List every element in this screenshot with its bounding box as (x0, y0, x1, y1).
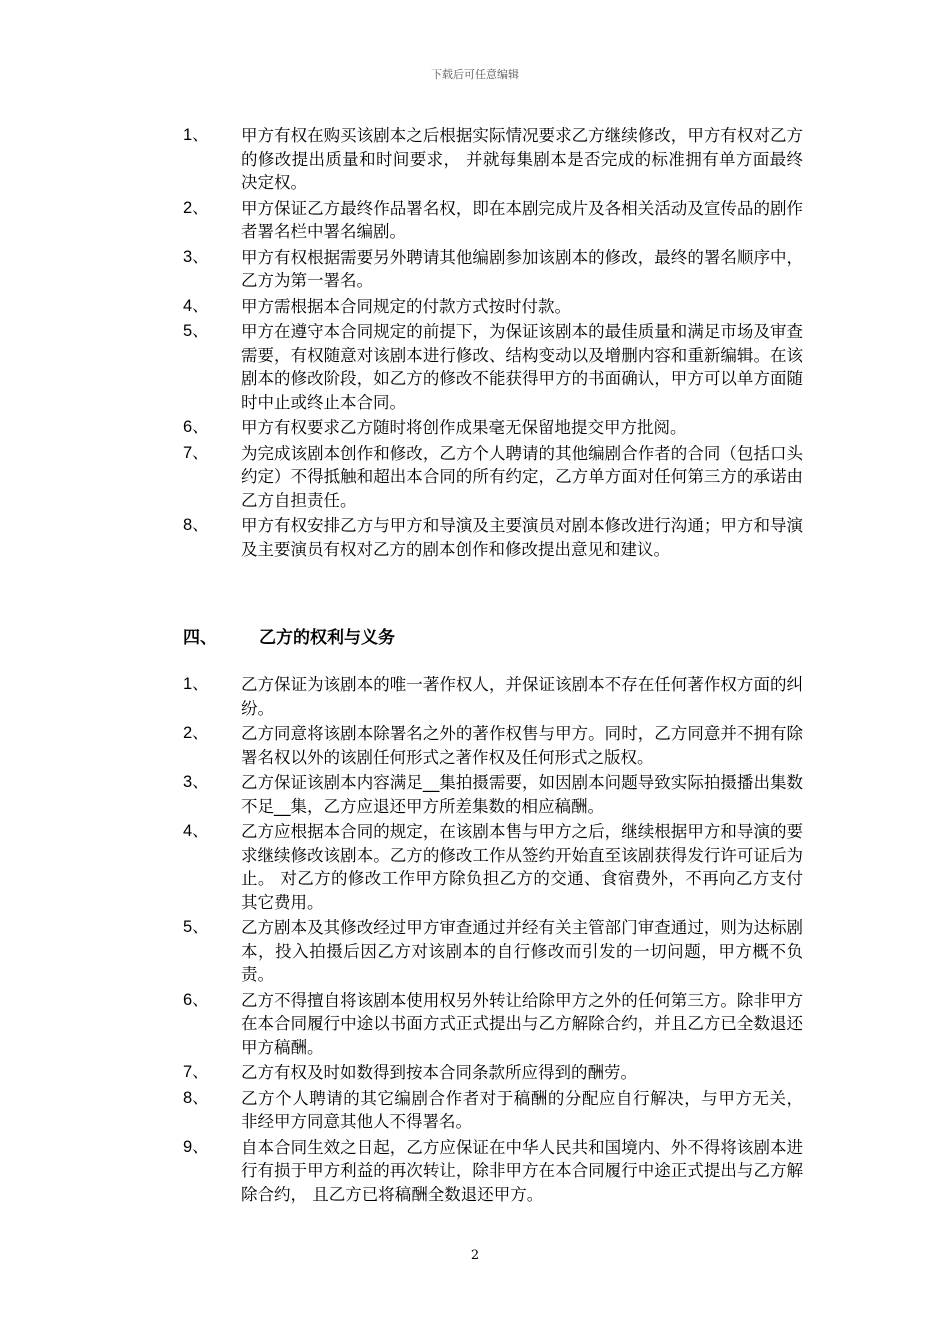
list-item (183, 246, 803, 293)
list-item (183, 1136, 803, 1207)
item-number: 7、 (183, 443, 209, 462)
item-text: 自本合同生效之日起，乙方应保证在中华人民共和国境内、外不得将该剧本进行有损于甲方利益的再次转让，除非甲方在本合同履行中途正式提出与乙方解除合约， 且乙方已将稿酬全数退还甲方。 (241, 1137, 803, 1204)
item-text: 甲方有权根据需要另外聘请其他编剧参加该剧本的修改，最终的署名顺序中，乙方为第一署名。 (241, 247, 803, 290)
list-item (183, 1061, 803, 1085)
item-text: 甲方保证乙方最终作品署名权，即在本剧完成片及各相关活动及宣传品的剧作者署名栏中署名编剧。 (241, 198, 803, 241)
item-number: 8、 (183, 1088, 209, 1107)
item-text: 甲方有权在购买该剧本之后根据实际情况要求乙方继续修改，甲方有权对乙方的修改提出质量和时间要求， 并就每集剧本是否完成的标准拥有单方面最终决定权。 (241, 126, 803, 192)
list-item (183, 416, 803, 440)
item-number: 6、 (183, 990, 209, 1009)
list-item (183, 197, 803, 244)
item-number: 4、 (183, 822, 209, 840)
item-text: 甲方需根据本合同规定的付款方式按时付款。 (241, 296, 571, 316)
list-item (183, 320, 803, 414)
list-item (183, 1087, 803, 1134)
item-number: 1、 (183, 126, 209, 144)
page-number: 2 (470, 1248, 480, 1263)
item-text: 甲方在遵守本合同规定的前提下，为保证该剧本的最佳质量和满足市场及审查需要，有权随意对该剧本进行修改、结构变动以及增删内容和重新编辑。在该剧本的修改阶段，如乙方的修改不能获得甲方的书面确认，甲方可以单方面随时中止或终止本合同。 (241, 322, 803, 412)
item-text: 乙方剧本及其修改经过甲方审查通过并经有关主管部门审查通过，则为达标剧本，投入拍摄后因乙方对该剧本的自行修改而引发的一切问题，甲方概不负责。 (241, 918, 803, 984)
item-number: 5、 (183, 322, 209, 340)
item-number: 7、 (183, 1063, 209, 1081)
list-item (183, 295, 803, 319)
list-item (183, 514, 803, 561)
list-item (183, 722, 803, 769)
section-number: 四、 (183, 628, 217, 648)
item-number: 3、 (183, 773, 209, 791)
item-text: 乙方个人聘请的其它编剧合作者对于稿酬的分配应自行解决，与甲方无关， 非经甲方同意其他人不得署名。 (241, 1088, 803, 1131)
item-text: 为完成该剧本创作和修改，乙方个人聘请的其他编剧合作者的合同（包括口头约定）不得抵触和超出本合同的所有约定，乙方单方面对任何第三方的承诺由乙方自担责任。 (241, 443, 803, 510)
page-header: 下载后可任意编辑 (431, 68, 519, 81)
clause-list-a (183, 124, 803, 563)
item-number: 4、 (183, 296, 209, 315)
item-number: 6、 (183, 418, 209, 436)
list-item (183, 771, 803, 818)
item-text: 乙方保证为该剧本的唯一著作权人，并保证该剧本不存在任何著作权方面的纠纷。 (241, 675, 803, 718)
list-item (183, 673, 803, 720)
section-title: 乙方的权利与义务 (259, 628, 395, 648)
item-text: 甲方有权要求乙方随时将创作成果毫无保留地提交甲方批阅。 (241, 418, 687, 437)
list-item (183, 820, 803, 914)
item-text: 乙方有权及时如数得到按本合同条款所应得到的酬劳。 (241, 1063, 637, 1082)
clause-list-b (183, 673, 803, 1208)
item-text: 乙方同意将该剧本除署名之外的著作权售与甲方。同时，乙方同意并不拥有除署名权以外的该剧任何形式之著作权及任何形式之版权。 (241, 724, 803, 767)
list-item (183, 989, 803, 1060)
list-item (183, 442, 803, 513)
item-text: 甲方有权安排乙方与甲方和导演及主要演员对剧本修改进行沟通；甲方和导演及主要演员有权对乙方的剧本创作和修改提出意见和建议。 (241, 516, 803, 559)
item-number: 8、 (183, 516, 209, 534)
item-number: 1、 (183, 675, 209, 693)
item-number: 2、 (183, 724, 209, 742)
list-item (183, 916, 803, 987)
item-number: 9、 (183, 1137, 209, 1156)
item-number: 3、 (183, 247, 209, 266)
item-number: 2、 (183, 198, 209, 217)
item-text: 乙方不得擅自将该剧本使用权另外转让给除甲方之外的任何第三方。除非甲方在本合同履行中途以书面方式正式提出与乙方解除合约，并且乙方已全数退还甲方稿酬。 (241, 990, 803, 1057)
item-number: 5、 (183, 918, 209, 936)
list-item (183, 124, 803, 195)
section-heading (183, 623, 395, 648)
item-text: 乙方保证该剧本内容满足__集拍摄需要，如因剧本问题导致实际拍摄播出集数不足__集，乙方应退还甲方所差集数的相应稿酬。 (241, 773, 803, 816)
item-text: 乙方应根据本合同的规定，在该剧本售与甲方之后，继续根据甲方和导演的要求继续修改该剧本。乙方的修改工作从签约开始直至该剧获得发行许可证后为止。 对乙方的修改工作甲方除负担乙方的交通、食宿费外，不再向乙方支付其它费用。 (241, 822, 803, 912)
